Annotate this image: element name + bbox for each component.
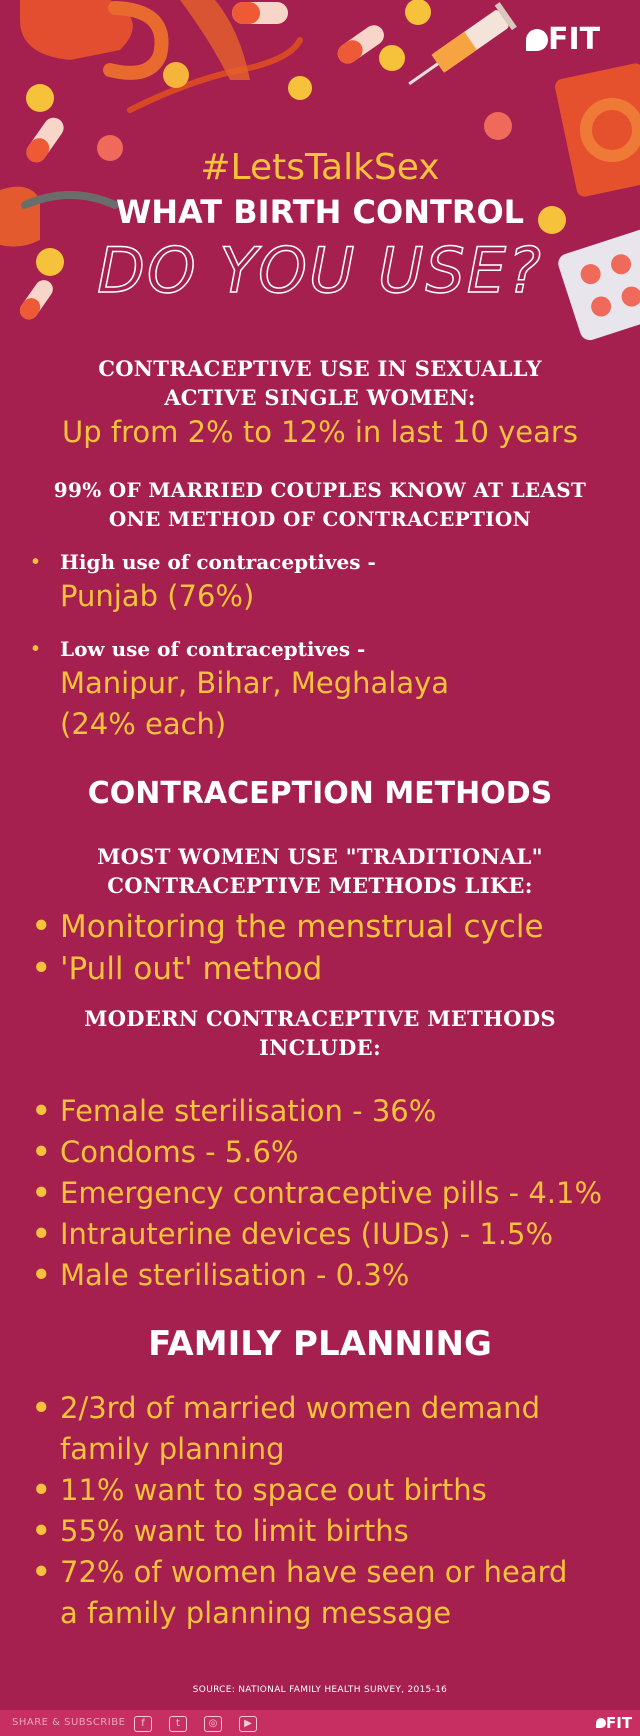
family-planning-heading: FAMILY PLANNING — [148, 1324, 492, 1364]
list-item: • Low use of contraceptives - Manipur, Bihar, Meghalaya (24% each) — [32, 637, 450, 741]
family-planning-list — [30, 1388, 567, 1634]
list-item: • 72% of women have seen or heard a family planning message — [32, 1555, 568, 1630]
list-item: • High use of contraceptives - Punjab (76%) — [32, 550, 376, 613]
hashtag: #LetsTalkSex — [200, 147, 440, 188]
pill-icon — [26, 84, 54, 112]
page-title: WHAT BIRTH CONTROL — [115, 193, 525, 231]
pill-icon — [379, 45, 405, 71]
list-item: • 2/3rd of married women demand family planning — [32, 1391, 540, 1466]
page-subtitle: DO YOU USE? — [97, 234, 543, 307]
traditional-methods-list — [30, 906, 544, 990]
list-item: • Intrauterine devices (IUDs) - 1.5% — [32, 1217, 554, 1251]
youtube-icon[interactable]: ▶ — [239, 1716, 257, 1732]
pill-icon — [484, 112, 512, 140]
footer-fit-logo[interactable]: FIT — [596, 1714, 632, 1732]
speech-bubble-icon — [596, 1718, 606, 1728]
capsule-icon — [232, 2, 288, 24]
modern-methods-heading: MODERN CONTRACEPTIVE METHODS INCLUDE: — [84, 1006, 556, 1060]
logo-text: FIT — [548, 22, 601, 57]
list-item: • 11% want to space out births — [32, 1473, 487, 1507]
modern-methods-list — [30, 1091, 602, 1296]
twitter-icon[interactable]: t — [169, 1716, 187, 1732]
single-women-stat: Up from 2% to 12% in last 10 years — [62, 415, 578, 449]
list-item: • Emergency contraceptive pills - 4.1% — [32, 1176, 603, 1210]
list-item: • Male sterilisation - 0.3% — [32, 1258, 410, 1292]
facebook-icon[interactable]: f — [134, 1716, 152, 1732]
married-couples-heading: 99% OF MARRIED COUPLES KNOW AT LEAST ONE METHOD OF CONTRACEPTION — [53, 478, 587, 531]
share-subscribe-label: SHARE & SUBSCRIBE — [12, 1717, 126, 1728]
single-women-heading: CONTRACEPTIVE USE IN SEXUALLY ACTIVE SINGLE WOMEN: — [98, 356, 542, 410]
source-note: SOURCE: NATIONAL FAMILY HEALTH SURVEY, 2015-16 — [192, 1685, 448, 1695]
contraceptive-use-list — [30, 548, 449, 745]
speech-bubble-icon — [526, 29, 548, 51]
list-item: • Condoms - 5.6% — [32, 1135, 299, 1169]
instagram-icon[interactable]: ◎ — [204, 1716, 222, 1732]
pill-icon — [288, 76, 312, 100]
list-item: • Monitoring the menstrual cycle — [32, 909, 544, 945]
methods-heading: CONTRACEPTION METHODS — [87, 776, 553, 811]
traditional-methods-heading: MOST WOMEN USE "TRADITIONAL" CONTRACEPTIVE METHODS LIKE: — [97, 844, 543, 898]
list-item: • 55% want to limit births — [32, 1514, 409, 1548]
pill-icon — [163, 62, 189, 88]
footer-bar — [0, 1710, 640, 1736]
fit-logo[interactable] — [526, 22, 600, 57]
pill-icon — [405, 0, 431, 25]
list-item: • 'Pull out' method — [32, 951, 323, 987]
list-item: • Female sterilisation - 36% — [32, 1094, 437, 1128]
